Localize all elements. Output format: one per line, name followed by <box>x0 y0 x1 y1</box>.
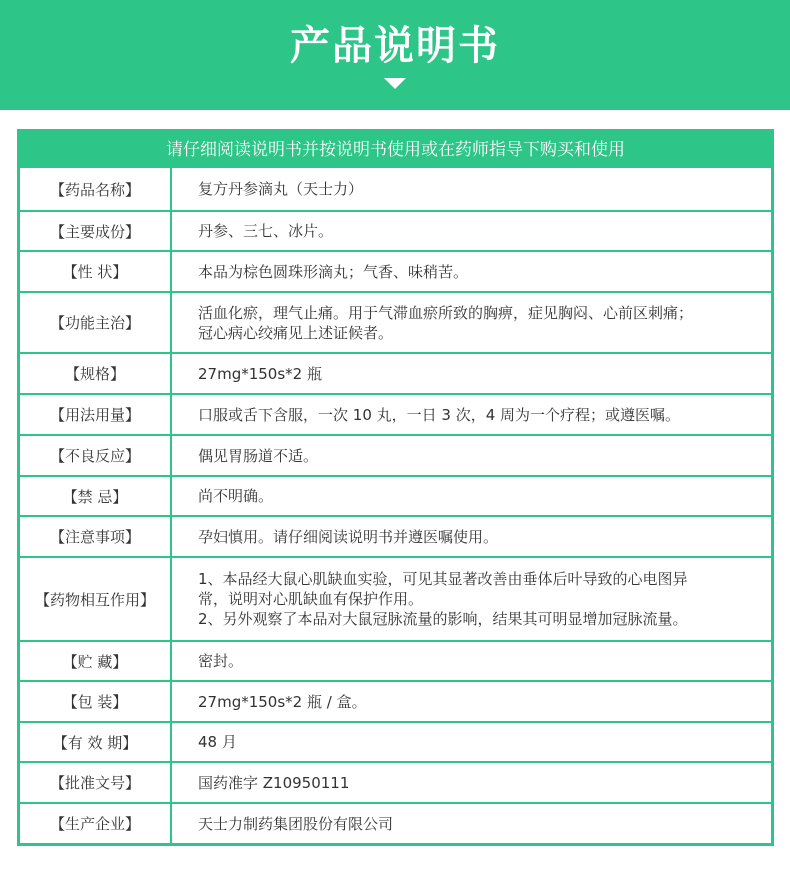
row-value <box>172 168 771 210</box>
table-row <box>20 475 771 515</box>
row-value <box>172 517 771 556</box>
row-label: 【注意事项】 <box>20 517 172 556</box>
table-row <box>20 640 771 680</box>
row-label: 【禁 忌】 <box>20 477 172 515</box>
row-label: 【药物相互作用】 <box>20 558 172 640</box>
row-value-line: 口服或舌下含服，一次 10 丸，一日 3 次，4 周为一个疗程；或遵医嘱。 <box>198 405 681 424</box>
table-row <box>20 352 771 393</box>
page-title: 产品说明书 <box>290 23 500 69</box>
table-row <box>20 515 771 556</box>
row-value-line: 偶见胃肠道不适。 <box>198 446 319 465</box>
row-value-line: 尚不明确。 <box>198 487 274 505</box>
row-value <box>172 558 771 640</box>
row-value <box>172 354 771 393</box>
row-label: 【有 效 期】 <box>20 723 172 761</box>
down-arrow-icon <box>384 78 406 89</box>
row-label: 【不良反应】 <box>20 436 172 475</box>
row-label: 【用法用量】 <box>20 395 172 434</box>
row-value-line: 天士力制药集团股份有限公司 <box>198 814 394 833</box>
row-value <box>172 682 771 721</box>
table-body <box>20 168 771 843</box>
table-row <box>20 168 771 210</box>
row-value-line: 27mg*150s*2 瓶 <box>198 364 322 383</box>
table-row <box>20 393 771 434</box>
row-value-line: 常，说明对心肌缺血有保护作用。 <box>198 590 424 608</box>
table-row <box>20 250 771 291</box>
row-value <box>172 252 771 291</box>
row-value-line: 48 月 <box>198 733 237 751</box>
row-label: 【批准文号】 <box>20 763 172 802</box>
row-value-line: 1、本品经大鼠心肌缺血实验，可见其显著改善由垂体后叶导致的心电图异 <box>198 570 688 588</box>
row-value <box>172 763 771 802</box>
row-value-line: 2、另外观察了本品对大鼠冠脉流量的影响，结果其可明显增加冠脉流量。 <box>198 610 688 628</box>
instructions-table <box>17 129 774 846</box>
row-label: 【包 装】 <box>20 682 172 721</box>
table-row <box>20 210 771 250</box>
header-banner <box>0 0 790 110</box>
notice-bar: 请仔细阅读说明书并按说明书使用或在药师指导下购买和使用 <box>20 132 771 168</box>
row-label: 【生产企业】 <box>20 804 172 843</box>
table-row <box>20 556 771 640</box>
table-row <box>20 680 771 721</box>
row-value-line: 国药准字 Z10950111 <box>198 773 350 792</box>
row-value-line: 丹参、三七、冰片。 <box>198 222 334 240</box>
row-value <box>172 477 771 515</box>
row-value-line: 冠心病心绞痛见上述证候者。 <box>198 323 394 342</box>
row-value <box>172 212 771 250</box>
row-value-line: 复方丹参滴丸（天士力） <box>198 180 364 198</box>
row-value-line: 本品为棕色圆珠形滴丸；气香、味稍苦。 <box>198 262 469 281</box>
row-value-line: 孕妇慎用。请仔细阅读说明书并遵医嘱使用。 <box>198 527 499 546</box>
row-value-line: 密封。 <box>198 652 244 670</box>
row-value <box>172 436 771 475</box>
row-value <box>172 293 771 352</box>
row-label: 【主要成份】 <box>20 212 172 250</box>
table-row <box>20 721 771 761</box>
table-row <box>20 291 771 352</box>
row-value <box>172 642 771 680</box>
table-row <box>20 434 771 475</box>
row-label: 【规格】 <box>20 354 172 393</box>
row-label: 【药品名称】 <box>20 168 172 210</box>
row-label: 【性 状】 <box>20 252 172 291</box>
row-label: 【功能主治】 <box>20 293 172 352</box>
row-value <box>172 723 771 761</box>
row-value-line: 活血化瘀，理气止痛。用于气滞血瘀所致的胸痹，症见胸闷、心前区刺痛； <box>198 303 694 322</box>
row-value-line: 27mg*150s*2 瓶 / 盒。 <box>198 692 367 711</box>
row-value <box>172 804 771 843</box>
table-row <box>20 802 771 843</box>
table-row <box>20 761 771 802</box>
row-label: 【贮 藏】 <box>20 642 172 680</box>
row-value <box>172 395 771 434</box>
